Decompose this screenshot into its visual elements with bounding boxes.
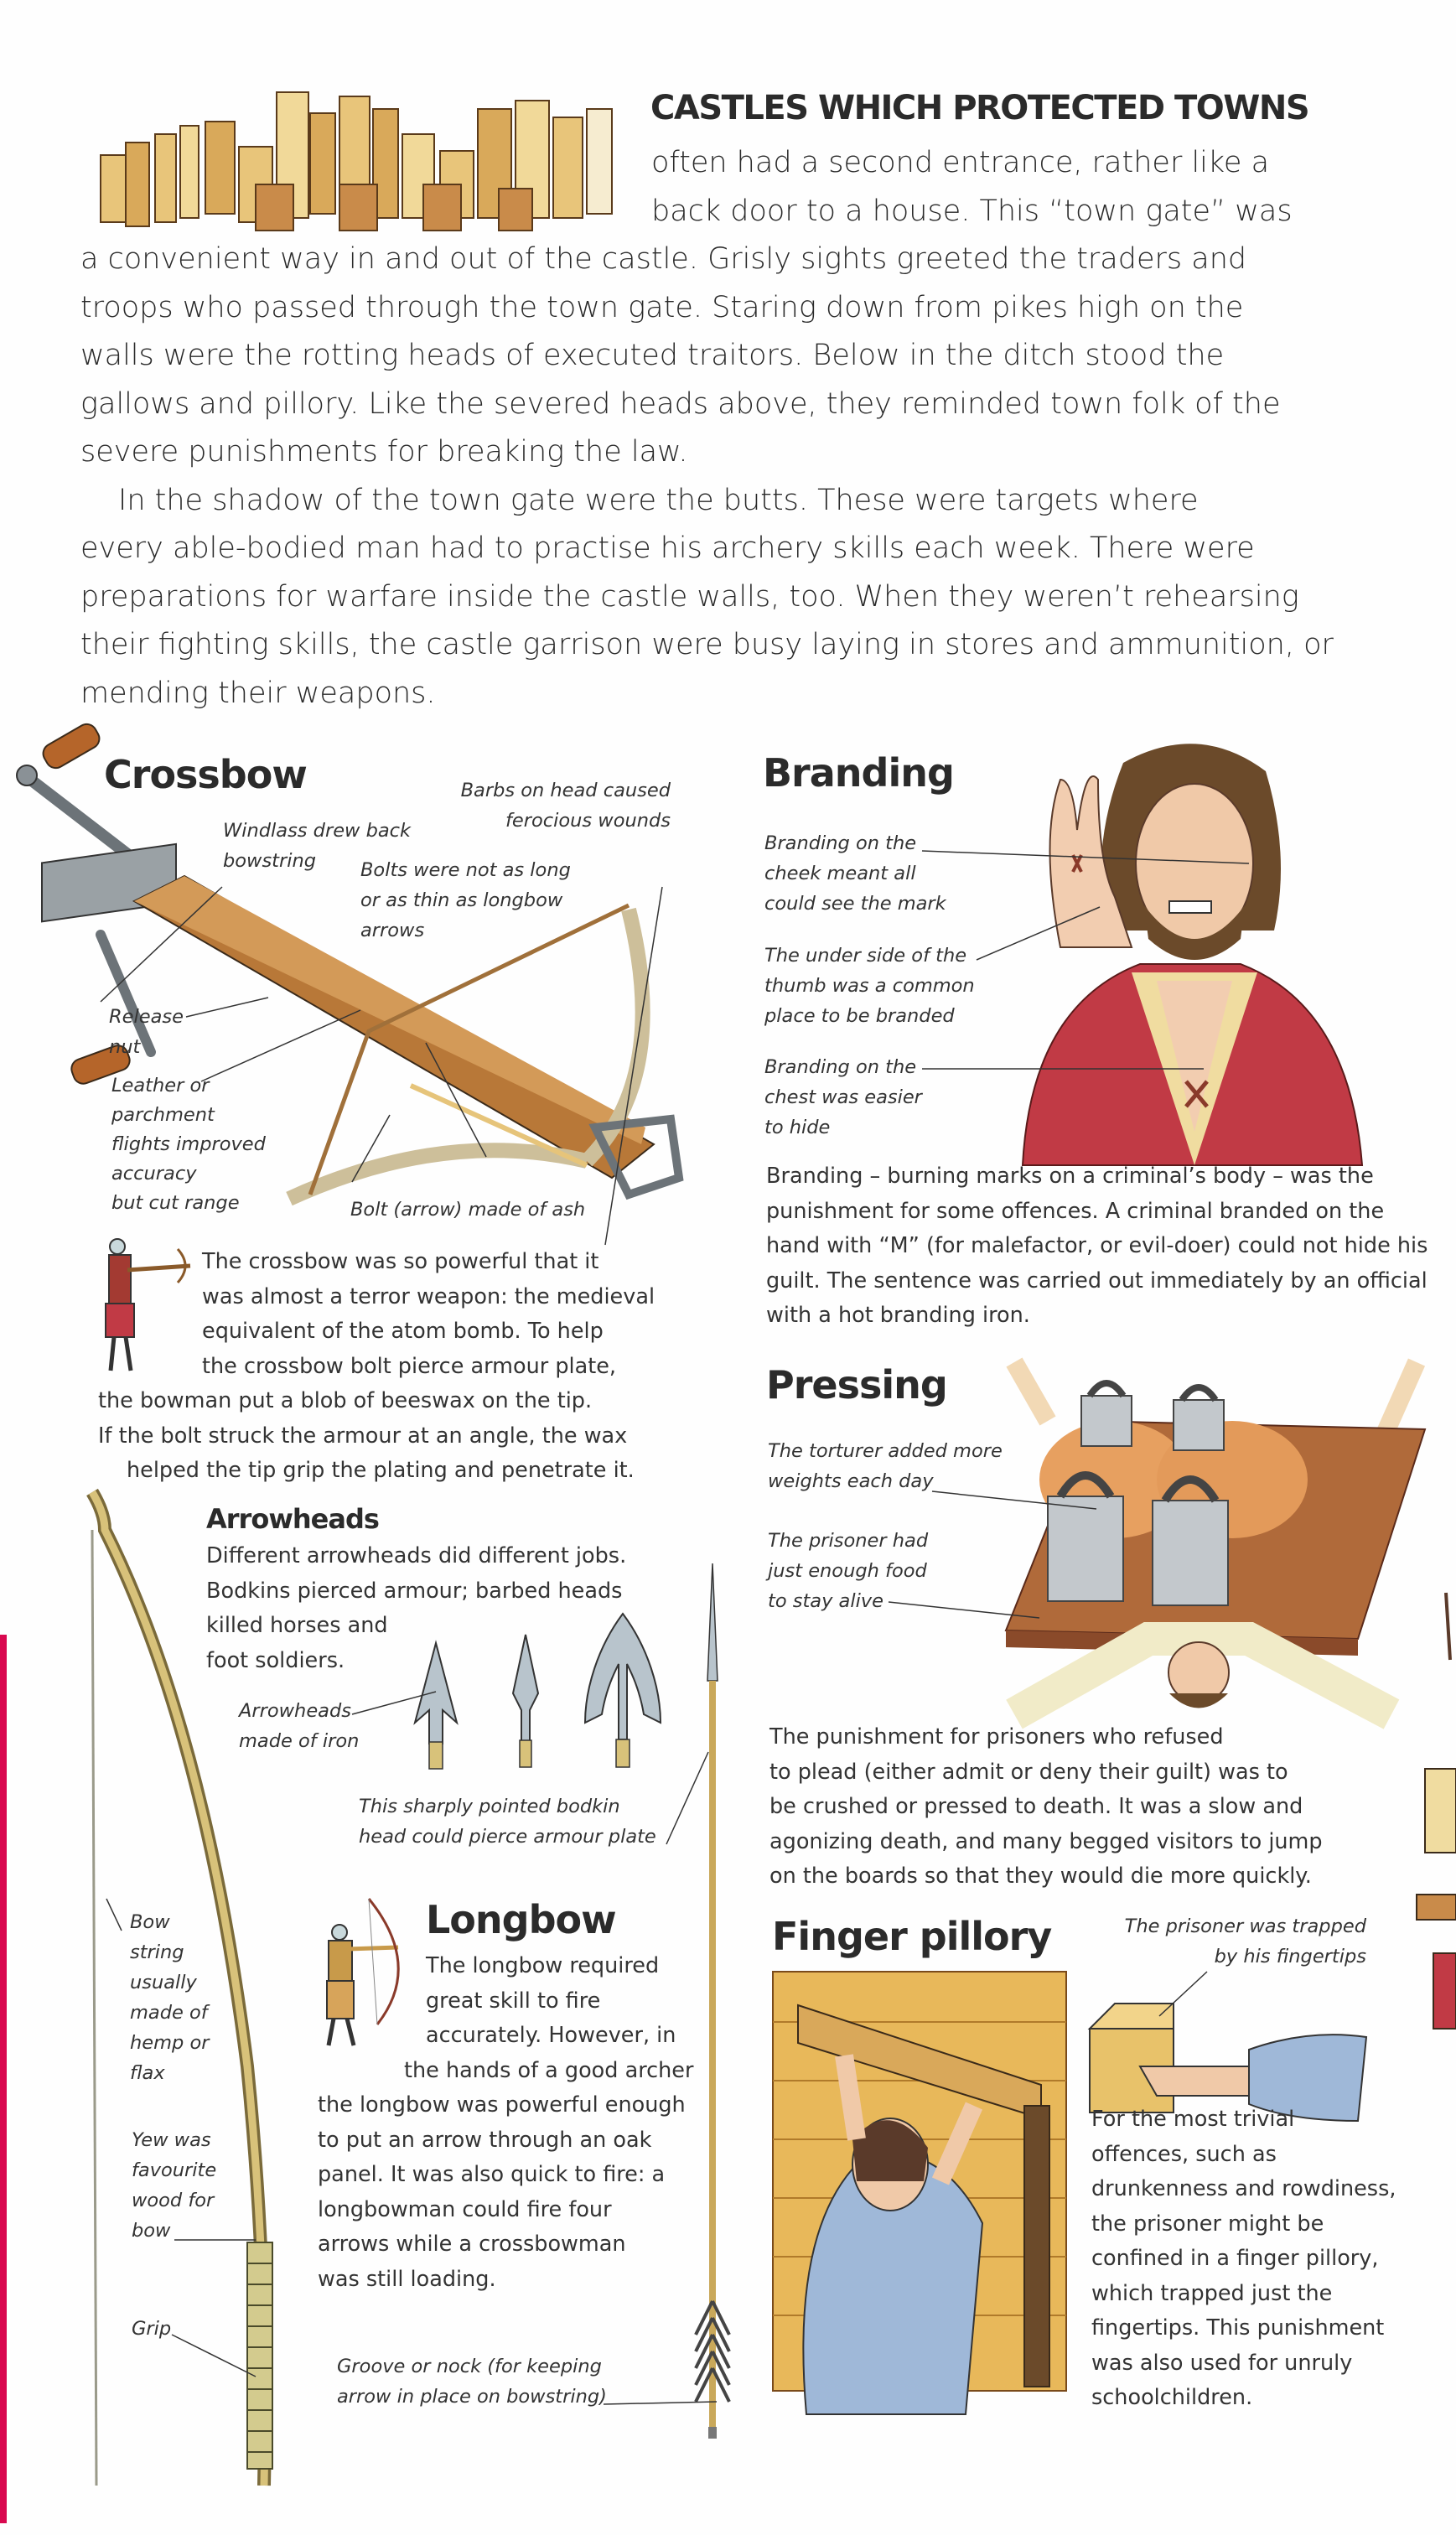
- pressing-heading: Pressing: [766, 1362, 947, 1407]
- intro-line: troops who passed through the town gate. Staring down from pikes high on the: [80, 290, 1244, 324]
- intro-line: In the shadow of the town gate were the butts. These were targets where: [118, 483, 1199, 517]
- pressing-description: The punishment for prisoners who refused to plead (either admit or deny their guilt) was to be crushed or pressed to death. It was a slow and agonizing death, and many begged visitors to jump on the boards so that they would die more quickly.: [769, 1724, 1323, 1889]
- label-food: The prisoner had just enough food to stay alive: [768, 1530, 929, 1612]
- label-arrowheads-iron: Arrowheads made of iron: [239, 1700, 360, 1752]
- intro-heading: CASTLES WHICH PROTECTED TOWNS: [650, 89, 1309, 127]
- label-windlass: Windlass drew back bowstring: [223, 820, 412, 872]
- arrowheads-heading: Arrowheads: [206, 1503, 379, 1535]
- label-flights: Leather or parchment flights improved accuracy but cut range: [111, 1075, 266, 1214]
- label-chest: Branding on the chest was easier to hide: [764, 1056, 922, 1138]
- label-bow-string: Bow string usually made of hemp or flax: [130, 1911, 210, 2084]
- label-barbs: Barbs on head caused ferocious wounds: [460, 780, 671, 832]
- branding-heading: Branding: [763, 750, 954, 796]
- label-bolt-ash: Bolt (arrow) made of ash: [350, 1199, 586, 1221]
- intro-line: back door to a house. This “town gate” was: [651, 194, 1293, 228]
- label-yew: Yew was favourite wood for bow: [132, 2129, 217, 2242]
- finger-pillory-heading: Finger pillory: [772, 1914, 1052, 1959]
- label-grip: Grip: [132, 2318, 172, 2340]
- intro-line: a convenient way in and out of the castle. Grisly sights greeted the traders and: [80, 242, 1247, 276]
- longbow-heading: Longbow: [426, 1897, 616, 1942]
- label-bolts: Bolts were not as long or as thin as longbow arrows: [360, 859, 571, 941]
- intro-line: walls were the rotting heads of executed traitors. Below in the ditch stood the: [80, 339, 1225, 372]
- label-release-nut: Release nut: [109, 1006, 184, 1058]
- intro-line: every able-bodied man had to practise his archery skills each week. There were: [80, 531, 1255, 565]
- label-cheek: Branding on the cheek meant all could see the mark: [764, 832, 946, 915]
- crossbow-description: The crossbow was so powerful that it was almost a terror weapon: the medieval equivalent of the atom bomb. To help the crossbow bolt pierce armour plate, the bowman put a blob of beeswax on the tip. If the bolt struck the armour at an angle, the wax helped the tip grip the plating and penetrate it.: [98, 1249, 655, 1483]
- intro-line: preparations for warfare inside the castle walls, too. When they weren’t rehearsing: [80, 579, 1299, 614]
- label-thumb: The under side of the thumb was a common place to be branded: [764, 945, 975, 1027]
- crossbow-heading: Crossbow: [104, 752, 307, 797]
- label-weights: The torturer added more weights each day: [768, 1440, 1003, 1492]
- intro-line: severe punishments for breaking the law.: [80, 435, 688, 469]
- finger-pillory-description: For the most trivial offences, such as drunkenness and rowdiness, the prisoner might be confined in a finger pillory, which trapped just the fingertips. This punishment was also used for unruly schoolchildren.: [1091, 2107, 1396, 2410]
- branding-description: Branding – burning marks on a criminal’s body – was the punishment for some offences. A criminal branded on the hand with “M” (for malefactor, or evil-doer) could not hide his guilt. The sentence was carried out immediately by an official with a hot branding iron.: [766, 1164, 1428, 1328]
- arrowheads-description: Different arrowheads did different jobs. Bodkins pierced armour; barbed heads killed horses and foot soldiers.: [206, 1543, 627, 1673]
- label-nock: Groove or nock (for keeping arrow in place on bowstring): [337, 2356, 607, 2408]
- intro-line: mending their weapons.: [80, 676, 436, 710]
- intro-line: gallows and pillory. Like the severed heads above, they reminded town folk of the: [80, 386, 1281, 421]
- label-bodkin: This sharply pointed bodkin head could pierce armour plate: [359, 1796, 656, 1848]
- label-trapped: The prisoner was trapped by his fingertips: [1124, 1916, 1366, 1967]
- intro-line: their fighting skills, the castle garrison were busy laying in stores and ammunition, or: [80, 628, 1334, 661]
- longbow-description: The longbow required great skill to fire accurately. However, in the hands of a good archer the longbow was powerful enough to put an arrow through an oak panel. It was also quick to fire: a longbowman could fire four arrows while a crossbowman was still loading.: [318, 1953, 694, 2292]
- intro-line: often had a second entrance, rather like a: [651, 146, 1270, 179]
